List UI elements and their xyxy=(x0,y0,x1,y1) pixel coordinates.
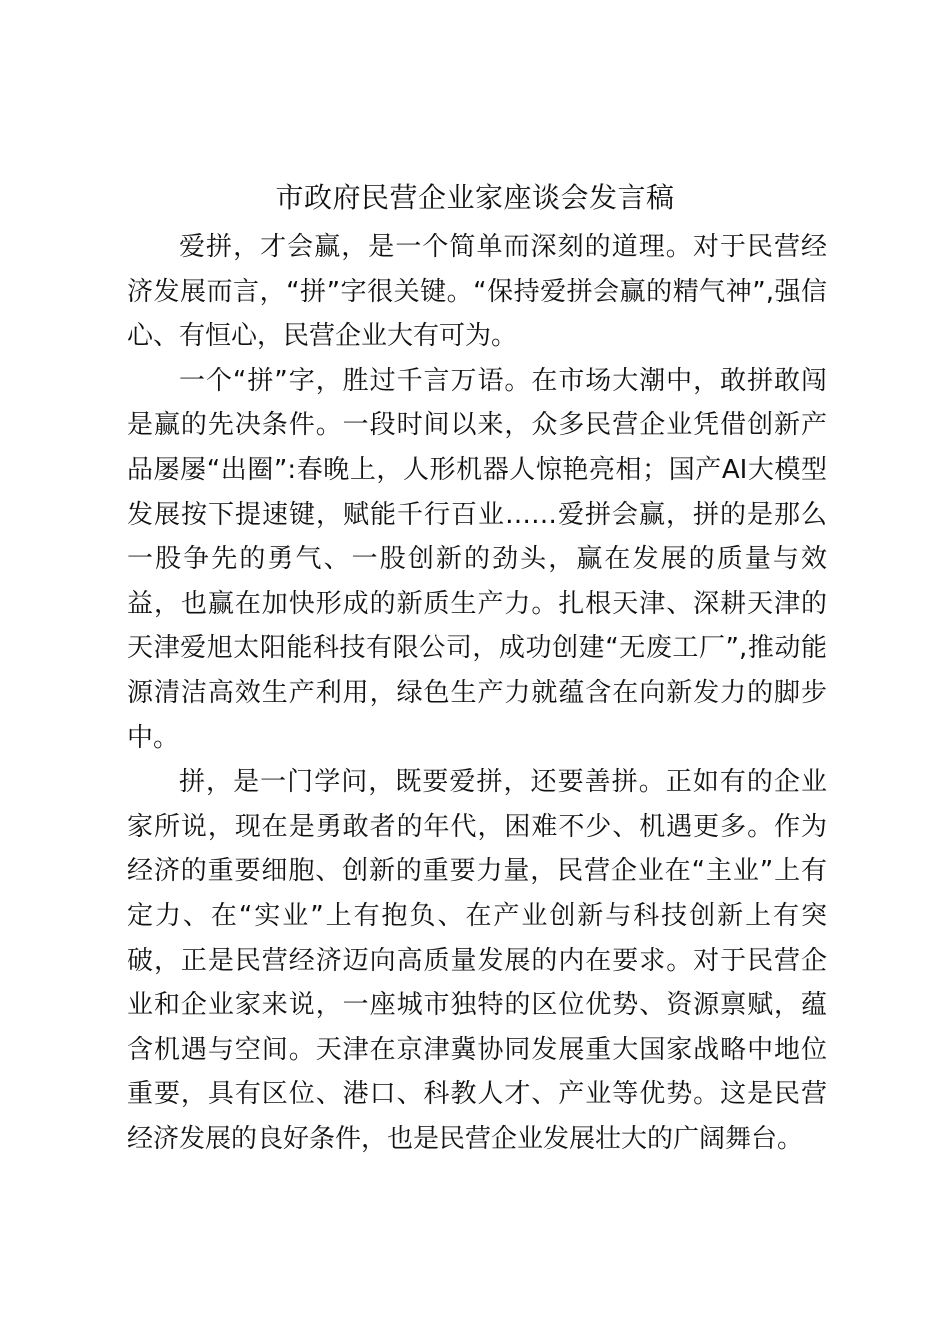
document-body xyxy=(127,225,827,1161)
paragraph-3: 拼，是一门学问，既要爱拼，还要善拼。正如有的企业家所说，现在是勇敢者的年代，困难不少、机遇更多。作为经济的重要细胞、创新的重要力量，民营企业在“主业”上有定力、在“实业”上有抱负、在产业创新与科技创新上有突破，正是民营经济迈向高质量发展的内在要求。对于民营企业和企业家来说，一座城市独特的区位优势、资源禀赋，蕴含机遇与空间。天津在京津冀协同发展重大国家战略中地位重要，具有区位、港口、科教人才、产业等优势。这是民营经济发展的良好条件，也是民营企业发展壮大的广阔舞台。 xyxy=(127,767,827,1154)
document-title: 市政府民营企业家座谈会发言稿 xyxy=(275,181,675,214)
paragraph-2: 一个“拼”字，胜过千言万语。在市场大潮中，敢拼敢闯是赢的先决条件。一段时间以来，众多民营企业凭借创新产品屡屡“出圈”:春晚上，人形机器人惊艳亮相；国产AI大模型发展按下提速键，赋能千行百业……爱拼会赢，拼的是那么一股争先的勇气、一股创新的劲头，赢在发展的质量与效益，也赢在加快形成的新质生产力。扎根天津、深耕天津的天津爱旭太阳能科技有限公司，成功创建“无废工厂”,推动能源清洁高效生产利用，绿色生产力就蕴含在向新发力的脚步中。 xyxy=(127,365,827,753)
paragraph-1: 爱拼，才会赢，是一个简单而深刻的道理。对于民营经济发展而言，“拼”字很关键。“保持爱拼会赢的精气神”,强信心、有恒心，民营企业大有可为。 xyxy=(127,232,827,352)
